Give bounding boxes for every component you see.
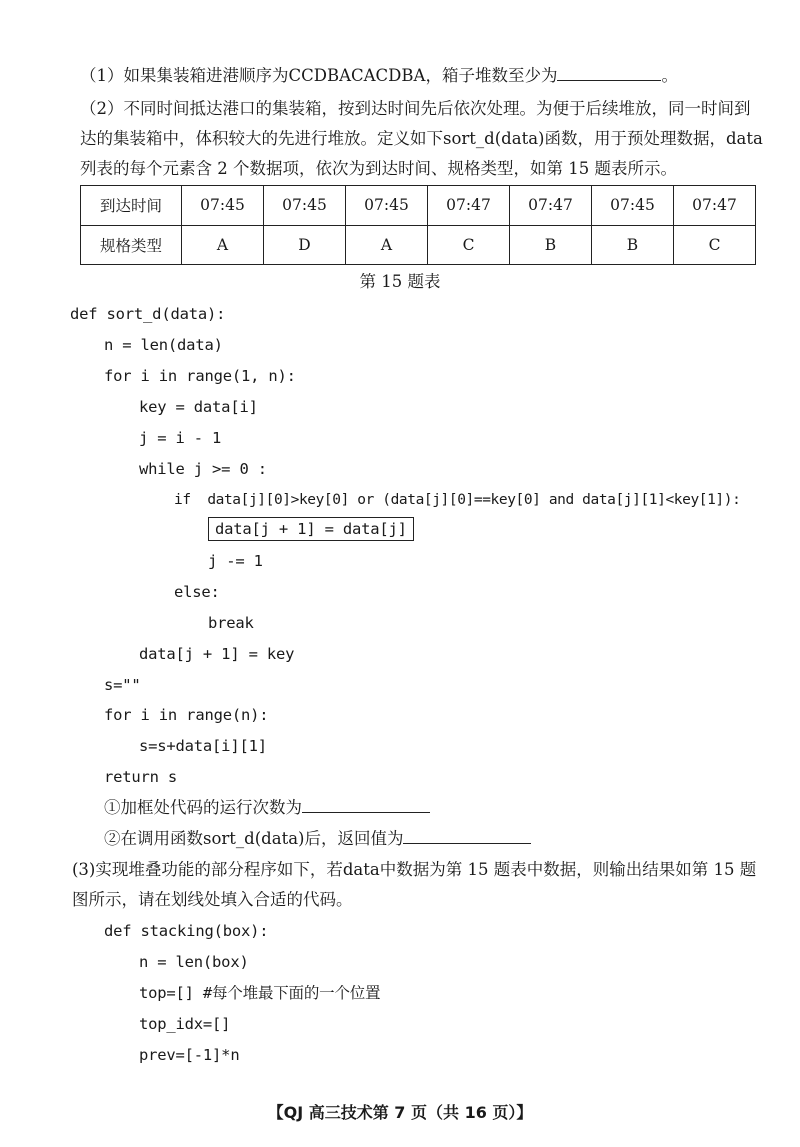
- sub-question-2: [104, 827, 531, 851]
- code-line: key = data[i]: [139, 398, 258, 416]
- code-line: if data[j][0]>key[0] or (data[j][0]==key[0] and data[j][1]<key[1]):: [174, 492, 741, 508]
- answer-blank-3: [403, 827, 531, 844]
- code-line: n = len(data): [104, 336, 223, 354]
- code-line: data[j + 1] = key: [139, 645, 295, 663]
- code-line: return s: [104, 768, 178, 786]
- code-line: top_idx=[]: [139, 1015, 231, 1033]
- table-header-spec-type: 规格类型: [81, 225, 182, 265]
- question-3-line-1: (3)实现堆叠功能的部分程序如下，若data中数据为第 15 题表中数据，则输出结果如第 15 题: [72, 860, 757, 879]
- table-cell: B: [592, 225, 674, 265]
- table-caption: 第 15 题表: [359, 272, 441, 291]
- code-line: def sort_d(data):: [70, 305, 226, 323]
- highlighted-code-box: data[j + 1] = data[j]: [208, 517, 414, 541]
- code-line: prev=[-1]*n: [139, 1046, 240, 1064]
- answer-blank-1: [557, 64, 661, 81]
- code-line: n = len(box): [139, 953, 249, 971]
- question-1-end: 。: [661, 66, 678, 85]
- table-cell: C: [674, 225, 756, 265]
- table-cell: D: [264, 225, 346, 265]
- code-line: s=s+data[i][1]: [139, 737, 267, 755]
- question-1-line: [80, 64, 678, 88]
- arrival-time-row: [81, 186, 756, 226]
- code-line: for i in range(n):: [104, 706, 269, 724]
- code-line: j -= 1: [208, 552, 263, 570]
- boxed-code-line: [208, 517, 414, 541]
- spec-type-row: [81, 225, 756, 265]
- page-footer: 【QJ 高三技术第 7 页（共 16 页）】: [267, 1103, 533, 1122]
- answer-blank-2: [302, 796, 430, 813]
- code-line: else:: [174, 583, 220, 601]
- question-2-line-1: （2）不同时间抵达港口的集装箱，按到达时间先后依次处理。为便于后续堆放，同一时间到: [80, 99, 751, 118]
- code-line: break: [208, 614, 254, 632]
- table-cell: 07:45: [592, 186, 674, 226]
- table-cell: A: [182, 225, 264, 265]
- table-cell: 07:45: [346, 186, 428, 226]
- question-2-line-2: 达的集装箱中，体积较大的先进行堆放。定义如下sort_d(data)函数，用于预处理数据，data: [80, 129, 763, 148]
- table-cell: B: [510, 225, 592, 265]
- table-cell: A: [346, 225, 428, 265]
- table-cell: C: [428, 225, 510, 265]
- code-line: for i in range(1, n):: [104, 367, 296, 385]
- code-line: top=[] #每个堆最下面的一个位置: [139, 984, 381, 1002]
- question-3-line-2: 图所示，请在划线处填入合适的代码。: [72, 890, 353, 909]
- table-cell: 07:47: [510, 186, 592, 226]
- question-15-table: [80, 185, 756, 265]
- code-line: while j >= 0 :: [139, 460, 267, 478]
- sub-question-1: [104, 796, 430, 820]
- question-2-line-3: 列表的每个元素含 2 个数据项，依次为到达时间、规格类型，如第 15 题表所示。: [80, 159, 677, 178]
- sub-question-2-text: ②在调用函数sort_d(data)后，返回值为: [104, 829, 404, 848]
- sub-question-1-text: ①加框处代码的运行次数为: [104, 798, 302, 817]
- code-line: j = i - 1: [139, 429, 222, 447]
- table-cell: 07:45: [182, 186, 264, 226]
- table-cell: 07:47: [674, 186, 756, 226]
- table-cell: 07:45: [264, 186, 346, 226]
- question-1-text: （1）如果集装箱进港顺序为CCDBACACDBA，箱子堆数至少为: [80, 66, 558, 85]
- code-line: s="": [104, 676, 141, 694]
- code-line: def stacking(box):: [104, 922, 269, 940]
- table-header-arrival-time: 到达时间: [81, 186, 182, 226]
- table-cell: 07:47: [428, 186, 510, 226]
